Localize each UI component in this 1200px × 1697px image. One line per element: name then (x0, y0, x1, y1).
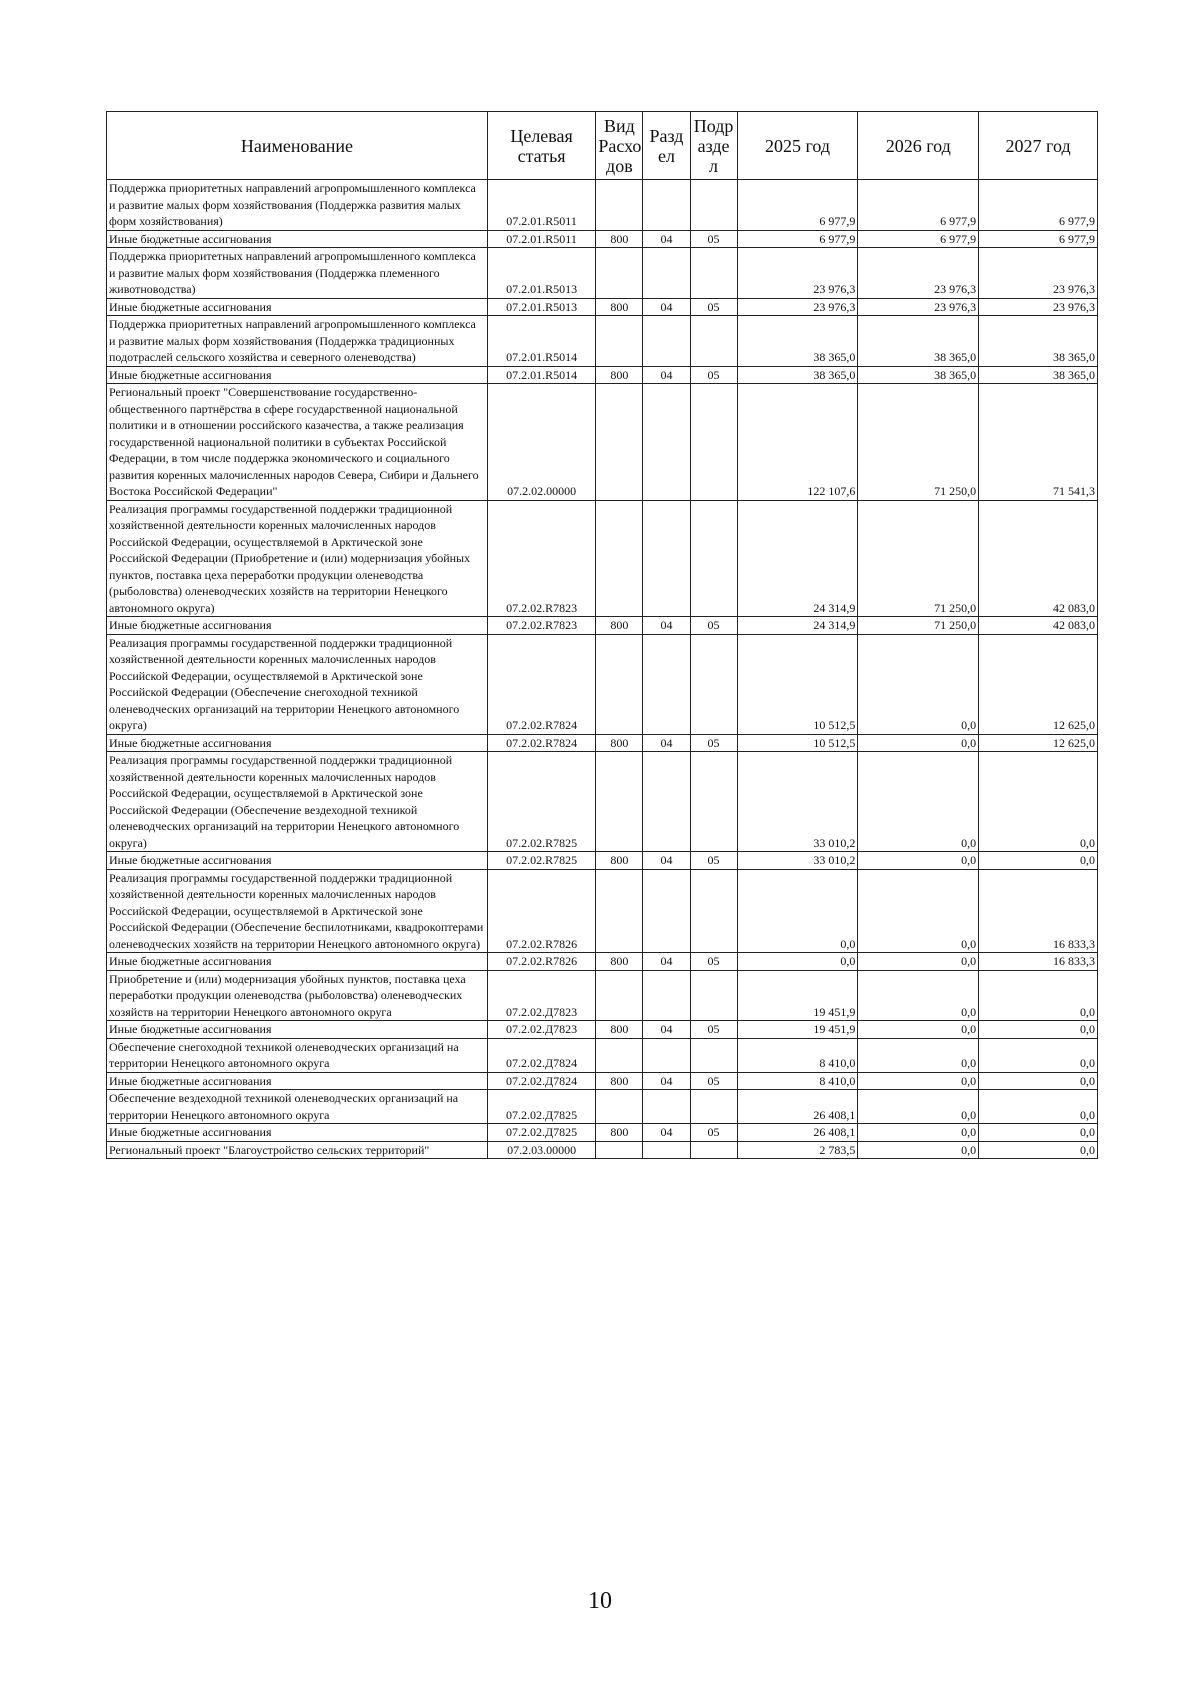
cell-target-article: 07.2.02.R7825 (487, 752, 596, 852)
cell-year-2025: 38 365,0 (737, 366, 858, 384)
cell-year-2026: 0,0 (858, 869, 979, 953)
cell-name: Иные бюджетные ассигнования (107, 953, 488, 971)
cell-section (643, 180, 690, 231)
cell-subsection (690, 180, 737, 231)
cell-subsection: 05 (690, 1072, 737, 1090)
cell-expense-type: 800 (596, 230, 643, 248)
cell-name: Иные бюджетные ассигнования (107, 734, 488, 752)
cell-subsection: 05 (690, 366, 737, 384)
cell-section (643, 316, 690, 367)
cell-year-2026: 23 976,3 (858, 248, 979, 299)
cell-year-2026: 0,0 (858, 1124, 979, 1142)
cell-subsection (690, 500, 737, 617)
cell-section: 04 (643, 734, 690, 752)
cell-year-2026: 0,0 (858, 752, 979, 852)
cell-year-2026: 71 250,0 (858, 500, 979, 617)
cell-year-2026: 0,0 (858, 1090, 979, 1124)
cell-name: Иные бюджетные ассигнования (107, 298, 488, 316)
header-year-2026: 2026 год (858, 112, 979, 180)
cell-expense-type: 800 (596, 366, 643, 384)
cell-target-article: 07.2.02.Д7824 (487, 1038, 596, 1072)
cell-year-2027: 16 833,3 (979, 953, 1098, 971)
cell-year-2027: 6 977,9 (979, 230, 1098, 248)
table-row (107, 248, 1098, 299)
cell-subsection (690, 970, 737, 1021)
cell-year-2025: 23 976,3 (737, 298, 858, 316)
cell-year-2025: 10 512,5 (737, 634, 858, 734)
cell-section (643, 970, 690, 1021)
cell-name: Иные бюджетные ассигнования (107, 1072, 488, 1090)
cell-subsection: 05 (690, 953, 737, 971)
cell-section (643, 634, 690, 734)
cell-expense-type (596, 384, 643, 501)
cell-year-2025: 33 010,2 (737, 852, 858, 870)
cell-section (643, 869, 690, 953)
cell-year-2026: 0,0 (858, 634, 979, 734)
cell-name: Иные бюджетные ассигнования (107, 1021, 488, 1039)
cell-year-2027: 38 365,0 (979, 316, 1098, 367)
cell-section: 04 (643, 852, 690, 870)
cell-target-article: 07.2.02.Д7823 (487, 970, 596, 1021)
cell-section: 04 (643, 366, 690, 384)
cell-subsection: 05 (690, 230, 737, 248)
cell-year-2027: 0,0 (979, 970, 1098, 1021)
cell-year-2026: 0,0 (858, 852, 979, 870)
table-row (107, 970, 1098, 1021)
cell-subsection (690, 1038, 737, 1072)
cell-expense-type: 800 (596, 1124, 643, 1142)
table-row (107, 734, 1098, 752)
cell-target-article: 07.2.02.R7824 (487, 634, 596, 734)
table-row (107, 180, 1098, 231)
cell-name: Иные бюджетные ассигнования (107, 230, 488, 248)
cell-subsection: 05 (690, 852, 737, 870)
cell-year-2025: 0,0 (737, 869, 858, 953)
cell-section: 04 (643, 1124, 690, 1142)
cell-year-2025: 24 314,9 (737, 617, 858, 635)
cell-expense-type (596, 1038, 643, 1072)
cell-year-2025: 10 512,5 (737, 734, 858, 752)
cell-target-article: 07.2.02.00000 (487, 384, 596, 501)
cell-section (643, 248, 690, 299)
cell-target-article: 07.2.02.R7824 (487, 734, 596, 752)
cell-name: Поддержка приоритетных направлений агропромышленного комплекса и развитие малых форм хозяйствования (Поддержка традиционных подотраслей сельского хозяйства и северного оленеводства) (107, 316, 488, 367)
table-row (107, 1090, 1098, 1124)
cell-subsection (690, 634, 737, 734)
table-row (107, 1141, 1098, 1159)
cell-expense-type: 800 (596, 1072, 643, 1090)
cell-year-2027: 23 976,3 (979, 298, 1098, 316)
cell-name: Приобретение и (или) модернизация убойных пунктов, поставка цеха переработки продукции оленеводства (рыболовства) оленеводческих хозяйств на территории Ненецкого автономного округа (107, 970, 488, 1021)
cell-target-article: 07.2.02.R7823 (487, 617, 596, 635)
cell-target-article: 07.2.01.R5013 (487, 298, 596, 316)
cell-expense-type (596, 1141, 643, 1159)
table-row (107, 1021, 1098, 1039)
header-year-2025: 2025 год (737, 112, 858, 180)
cell-expense-type (596, 869, 643, 953)
table-body (107, 180, 1098, 1159)
table-row (107, 869, 1098, 953)
cell-name: Региональный проект "Совершенствование государственно-общественного партнёрства в сфере государственной национальной политики и в отношении российского казачества, а также реализация государственной национальной политики в субъектах Российской Федерации, в том числе поддержка экономического и социального развития коренных малочисленных народов Севера, Сибири и Дальнего Востока Российской Федерации" (107, 384, 488, 501)
cell-year-2026: 0,0 (858, 734, 979, 752)
cell-section (643, 1038, 690, 1072)
cell-year-2025: 33 010,2 (737, 752, 858, 852)
header-target-article: Целевая статья (487, 112, 596, 180)
cell-expense-type: 800 (596, 617, 643, 635)
cell-target-article: 07.2.02.R7823 (487, 500, 596, 617)
header-year-2027: 2027 год (979, 112, 1098, 180)
cell-expense-type (596, 500, 643, 617)
cell-section: 04 (643, 1021, 690, 1039)
cell-year-2025: 26 408,1 (737, 1090, 858, 1124)
cell-year-2025: 6 977,9 (737, 180, 858, 231)
cell-year-2027: 0,0 (979, 1124, 1098, 1142)
cell-year-2027: 0,0 (979, 1090, 1098, 1124)
cell-name: Реализация программы государственной поддержки традиционной хозяйственной деятельности коренных малочисленных народов Российской Федерации, осуществляемой в Арктической зоне Российской Федерации (Обеспечение снегоходной техникой оленеводческих организаций на территории Ненецкого автономного округа) (107, 634, 488, 734)
cell-year-2026: 6 977,9 (858, 180, 979, 231)
cell-year-2027: 0,0 (979, 752, 1098, 852)
table-row (107, 230, 1098, 248)
cell-year-2025: 0,0 (737, 953, 858, 971)
cell-year-2026: 0,0 (858, 1021, 979, 1039)
cell-year-2026: 0,0 (858, 1141, 979, 1159)
cell-section (643, 1090, 690, 1124)
cell-year-2026: 38 365,0 (858, 316, 979, 367)
budget-table (106, 111, 1098, 1159)
cell-target-article: 07.2.02.R7826 (487, 953, 596, 971)
cell-section (643, 500, 690, 617)
cell-name: Обеспечение снегоходной техникой оленеводческих организаций на территории Ненецкого автономного округа (107, 1038, 488, 1072)
cell-year-2027: 0,0 (979, 1038, 1098, 1072)
table-header (107, 112, 1098, 180)
cell-year-2027: 12 625,0 (979, 634, 1098, 734)
cell-section (643, 1141, 690, 1159)
cell-expense-type (596, 1090, 643, 1124)
cell-year-2027: 71 541,3 (979, 384, 1098, 501)
cell-subsection: 05 (690, 1021, 737, 1039)
cell-subsection (690, 384, 737, 501)
cell-section (643, 384, 690, 501)
cell-year-2027: 42 083,0 (979, 617, 1098, 635)
cell-target-article: 07.2.02.Д7825 (487, 1090, 596, 1124)
cell-name: Иные бюджетные ассигнования (107, 852, 488, 870)
cell-year-2026: 23 976,3 (858, 298, 979, 316)
cell-year-2027: 0,0 (979, 1141, 1098, 1159)
table-row (107, 752, 1098, 852)
cell-section: 04 (643, 230, 690, 248)
cell-subsection (690, 248, 737, 299)
cell-name: Обеспечение вездеходной техникой оленеводческих организаций на территории Ненецкого автономного округа (107, 1090, 488, 1124)
table-row (107, 1072, 1098, 1090)
cell-target-article: 07.2.01.R5011 (487, 180, 596, 231)
cell-target-article: 07.2.02.R7826 (487, 869, 596, 953)
cell-subsection: 05 (690, 617, 737, 635)
cell-subsection: 05 (690, 1124, 737, 1142)
cell-name: Иные бюджетные ассигнования (107, 366, 488, 384)
cell-section (643, 752, 690, 852)
cell-year-2025: 8 410,0 (737, 1072, 858, 1090)
table-row (107, 852, 1098, 870)
cell-expense-type: 800 (596, 852, 643, 870)
cell-expense-type: 800 (596, 734, 643, 752)
table-row (107, 634, 1098, 734)
table-row (107, 500, 1098, 617)
cell-target-article: 07.2.02.R7825 (487, 852, 596, 870)
cell-name: Поддержка приоритетных направлений агропромышленного комплекса и развитие малых форм хозяйствования (Поддержка развития малых форм хозяйствования) (107, 180, 488, 231)
cell-name: Поддержка приоритетных направлений агропромышленного комплекса и развитие малых форм хозяйствования (Поддержка племенного животноводства) (107, 248, 488, 299)
cell-section: 04 (643, 953, 690, 971)
cell-name: Региональный проект "Благоустройство сельских территорий" (107, 1141, 488, 1159)
table-row (107, 298, 1098, 316)
cell-year-2025: 23 976,3 (737, 248, 858, 299)
cell-subsection: 05 (690, 734, 737, 752)
table-row (107, 366, 1098, 384)
cell-year-2025: 122 107,6 (737, 384, 858, 501)
cell-year-2026: 38 365,0 (858, 366, 979, 384)
table-row (107, 953, 1098, 971)
cell-target-article: 07.2.01.R5014 (487, 316, 596, 367)
table-row (107, 1124, 1098, 1142)
cell-year-2026: 6 977,9 (858, 230, 979, 248)
cell-year-2027: 0,0 (979, 1021, 1098, 1039)
cell-year-2027: 38 365,0 (979, 366, 1098, 384)
cell-subsection (690, 752, 737, 852)
cell-year-2027: 23 976,3 (979, 248, 1098, 299)
cell-expense-type (596, 970, 643, 1021)
cell-year-2027: 12 625,0 (979, 734, 1098, 752)
cell-subsection: 05 (690, 298, 737, 316)
cell-year-2026: 71 250,0 (858, 617, 979, 635)
cell-subsection (690, 869, 737, 953)
cell-year-2027: 0,0 (979, 852, 1098, 870)
cell-year-2025: 19 451,9 (737, 1021, 858, 1039)
cell-section: 04 (643, 298, 690, 316)
cell-year-2027: 16 833,3 (979, 869, 1098, 953)
cell-year-2025: 38 365,0 (737, 316, 858, 367)
cell-section: 04 (643, 1072, 690, 1090)
cell-name: Иные бюджетные ассигнования (107, 1124, 488, 1142)
cell-year-2026: 0,0 (858, 953, 979, 971)
cell-target-article: 07.2.01.R5011 (487, 230, 596, 248)
cell-year-2026: 0,0 (858, 1038, 979, 1072)
cell-year-2026: 71 250,0 (858, 384, 979, 501)
header-expense-type: Вид Расхо дов (596, 112, 643, 180)
cell-expense-type (596, 316, 643, 367)
header-name: Наименование (107, 112, 488, 180)
table-row (107, 316, 1098, 367)
cell-name: Реализация программы государственной поддержки традиционной хозяйственной деятельности коренных малочисленных народов Российской Федерации, осуществляемой в Арктической зоне Российской Федерации (Приобретение и (или) модернизация убойных пунктов, поставка цеха переработки продукции оленеводства (рыболовства) оленеводческих хозяйств на территории Ненецкого автономного округа) (107, 500, 488, 617)
cell-target-article: 07.2.02.Д7824 (487, 1072, 596, 1090)
cell-subsection (690, 1090, 737, 1124)
cell-expense-type: 800 (596, 1021, 643, 1039)
cell-name: Реализация программы государственной поддержки традиционной хозяйственной деятельности коренных малочисленных народов Российской Федерации, осуществляемой в Арктической зоне Российской Федерации (Обеспечение беспилотниками, квадрокоптерами оленеводческих хозяйств на территории Ненецкого автономного округа) (107, 869, 488, 953)
cell-target-article: 07.2.01.R5013 (487, 248, 596, 299)
cell-year-2025: 2 783,5 (737, 1141, 858, 1159)
header-section: Разд ел (643, 112, 690, 180)
cell-expense-type: 800 (596, 298, 643, 316)
table-row (107, 384, 1098, 501)
cell-subsection (690, 1141, 737, 1159)
cell-expense-type (596, 180, 643, 231)
cell-section: 04 (643, 617, 690, 635)
cell-target-article: 07.2.02.Д7823 (487, 1021, 596, 1039)
cell-year-2025: 24 314,9 (737, 500, 858, 617)
cell-target-article: 07.2.02.Д7825 (487, 1124, 596, 1142)
cell-expense-type (596, 634, 643, 734)
cell-expense-type: 800 (596, 953, 643, 971)
cell-year-2027: 42 083,0 (979, 500, 1098, 617)
page-number: 10 (588, 1588, 612, 1614)
cell-subsection (690, 316, 737, 367)
header-subsection: Подр азде л (690, 112, 737, 180)
cell-expense-type (596, 248, 643, 299)
cell-target-article: 07.2.03.00000 (487, 1141, 596, 1159)
cell-year-2027: 6 977,9 (979, 180, 1098, 231)
cell-year-2026: 0,0 (858, 1072, 979, 1090)
table-row (107, 1038, 1098, 1072)
cell-expense-type (596, 752, 643, 852)
cell-year-2025: 19 451,9 (737, 970, 858, 1021)
cell-year-2025: 26 408,1 (737, 1124, 858, 1142)
cell-year-2026: 0,0 (858, 970, 979, 1021)
cell-year-2027: 0,0 (979, 1072, 1098, 1090)
cell-year-2025: 8 410,0 (737, 1038, 858, 1072)
cell-target-article: 07.2.01.R5014 (487, 366, 596, 384)
cell-name: Реализация программы государственной поддержки традиционной хозяйственной деятельности коренных малочисленных народов Российской Федерации, осуществляемой в Арктической зоне Российской Федерации (Обеспечение вездеходной техникой оленеводческих организаций на территории Ненецкого автономного округа) (107, 752, 488, 852)
table-row (107, 617, 1098, 635)
cell-name: Иные бюджетные ассигнования (107, 617, 488, 635)
cell-year-2025: 6 977,9 (737, 230, 858, 248)
